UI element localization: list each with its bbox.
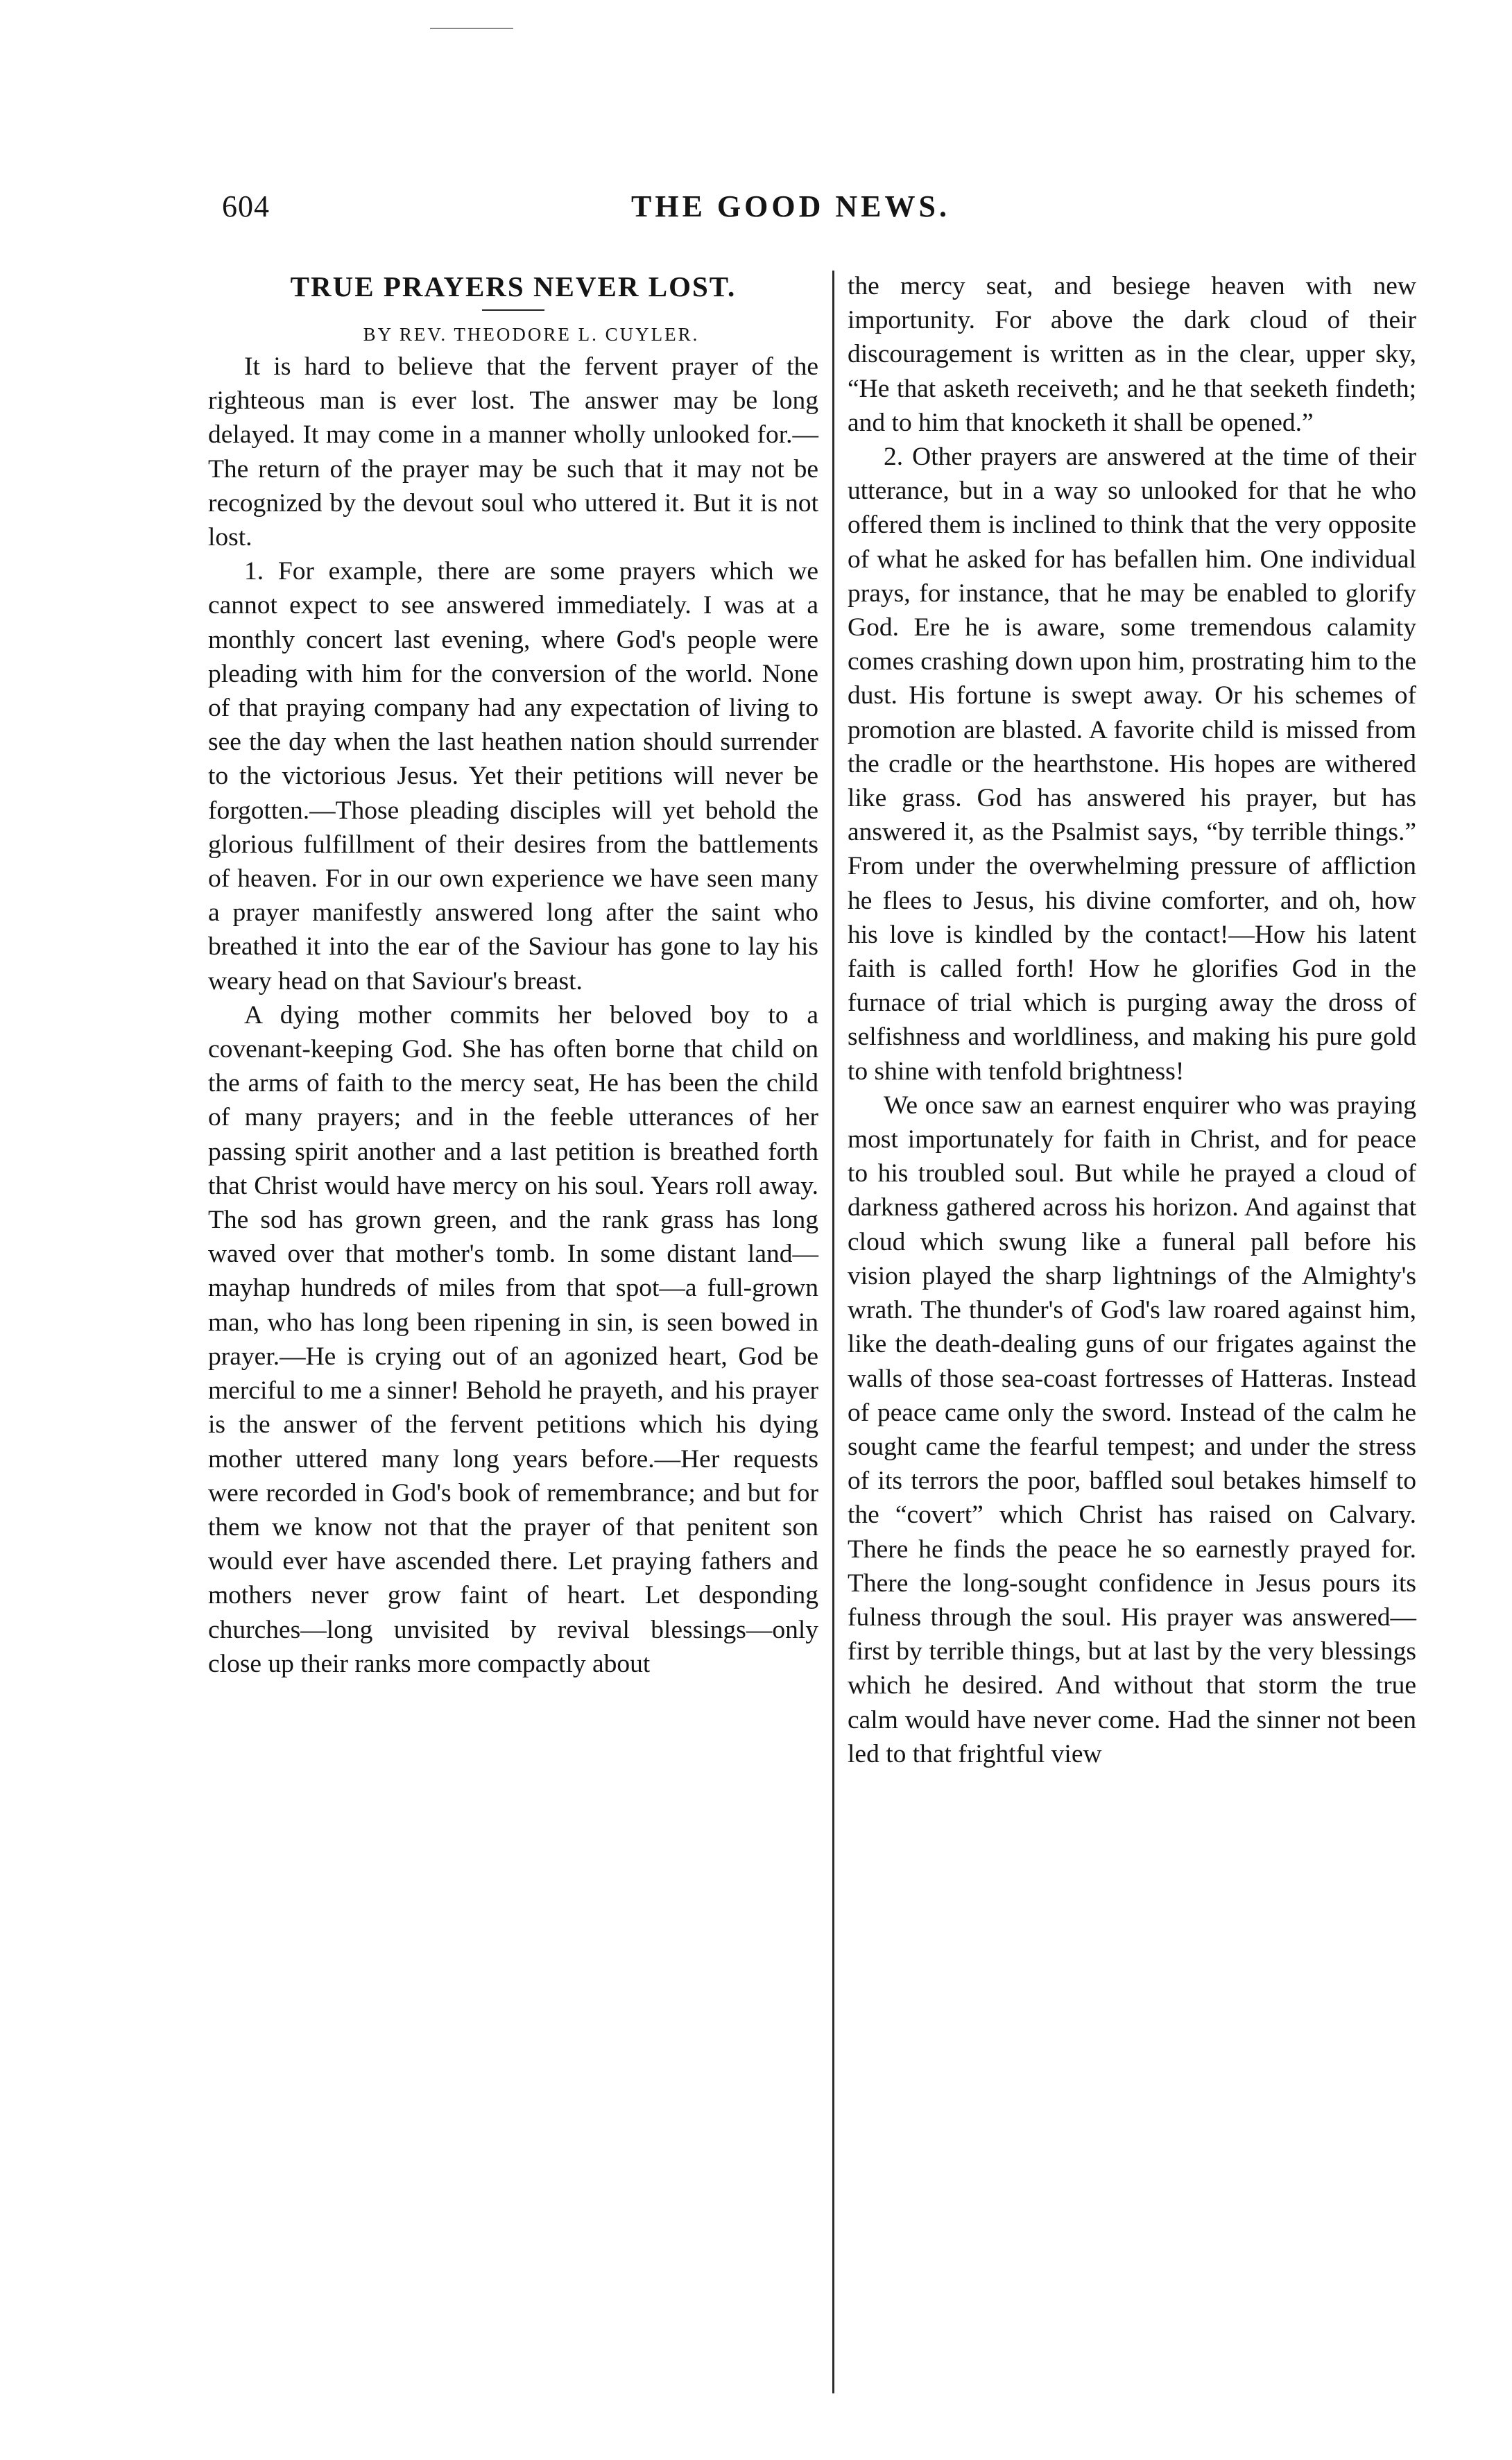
paragraph: 1. For example, there are some prayers which we cannot expect to see answered immediately. I was at a monthly concert last evening, where God's people were pleading with him for the conversion of the world. None of that praying company had any expectation of living to see the day when the last heathen nation should surrender to the victorious Jesus. Yet their petitions will never be forgotten.—Those pleading disciples will yet behold the glorious fulfillment of their desires from the battlements of heaven. For in our own experience we have seen many a prayer manifestly answered long after the saint who breathed it into the ear of the Saviour has gone to lay his weary head on that Saviour's breast. [208,557,818,996]
running-head: THE GOOD NEWS. [631,189,950,223]
column-divider [832,271,834,2393]
top-printer-mark [430,28,513,29]
left-column [208,269,818,1681]
right-column [848,269,1416,1771]
article-byline: BY REV. THEODORE L. CUYLER. [363,324,700,345]
paragraph: A dying mother commits her beloved boy to a covenant-keeping God. She has often borne that child on the arms of faith to the mercy seat, He has been the child of many prayers; and in the feeble utterances of her passing spirit another and a last petition is breathed forth that Christ would have mercy on his soul. Years roll away. The sod has grown green, and the rank grass has long waved over that mother's tomb. In some distant land—mayhap hundreds of miles from that spot—a full-grown man, who has long been ripening in sin, is seen bowed in prayer.—He is crying out of an agonized heart, God be merciful to me a sinner! Behold he prayeth, and his prayer is the answer of the fervent petitions which his dying mother uttered many long years before.—Her requests were recorded in God's book of remembrance; and but for them we know not that the prayer of that penitent son would ever have ascended there. Let praying fathers and mothers never grow faint of heart. Let desponding churches—long unvisited by revival blessings—only close up their ranks more compactly about [208,1000,818,1678]
paragraph: 2. Other prayers are answered at the time of their utterance, but in a way so unlooked for that he who offered them is inclined to think that the very opposite of what he asked for has befallen him. One individual prays, for instance, that he may be enabled to glorify God. Ere he is aware, some tremendous calamity comes crashing down upon him, prostrating him to the dust. His fortune is swept away. Or his schemes of promotion are blasted. A favorite child is missed from the cradle or the hearthstone. His hopes are withered like grass. God has answered his prayer, but has answered it, as the Psalmist says, “by terrible things.” From under the overwhelming pressure of affliction he flees to Jesus, his divine comforter, and oh, how his love is kindled by the contact!—How his latent faith is called forth! How he glorifies God in the furnace of trial which is purging away the dross of selfishness and worldliness, and making his pure gold to shine with tenfold brightness! [848,443,1416,1086]
paragraph: It is hard to believe that the fervent prayer of the righteous man is ever lost. The answer may be long delayed. It may come in a manner wholly unlooked for.—The return of the prayer may be such that it may not be recognized by the devout soul who uttered it. But it is not lost. [208,352,818,552]
paragraph: We once saw an earnest enquirer who was praying most importunately for faith in Christ, and for peace to his troubled soul. But while he prayed a cloud of darkness gathered across his horizon. And against that cloud which swung like a funeral pall before his vision played the sharp lightnings of the Almighty's wrath. The thunder's of God's law roared against him, like the death-dealing guns of our frigates against the walls of those sea-coast fortresses of Hatteras. Instead of peace came only the sword. Instead of the calm he sought came the fearful tempest; and under the stress of its terrors the poor, baffled soul betakes himself to the “covert” which Christ has raised on Calvary. There he finds the peace he so earnestly prayed for. There the long-sought confidence in Jesus pours its fulness through the soul. His prayer was answered—first by terrible things, but at last by the very blessings which he desired. And without that storm the true calm would have never come. Had the sinner not been led to that frightful view [848,1091,1416,1768]
title-divider [482,309,544,311]
page-header [208,189,1429,230]
article-title: TRUE PRAYERS NEVER LOST. [290,271,737,302]
paragraph: the mercy seat, and besiege heaven with new importunity. For above the dark cloud of their discouragement is written as in the clear, upper sky, “He that asketh receiveth; and he that seeketh findeth; and to him that knocketh it shall be opened.” [848,272,1416,437]
page-number: 604 [222,189,270,223]
